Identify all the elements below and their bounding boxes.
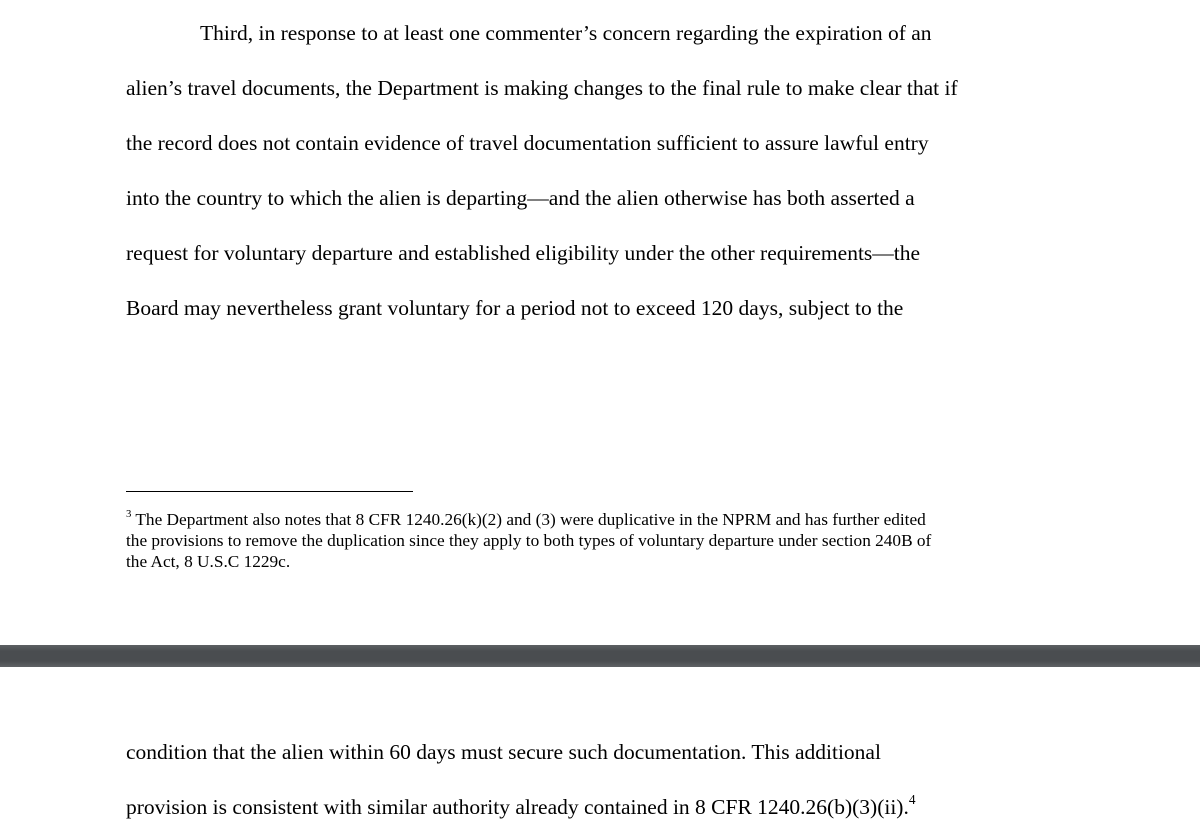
body-text-line: condition that the alien within 60 days must secure such documentation. This additional xyxy=(126,740,881,764)
body-text: provision is consistent with similar authority already contained in 8 CFR 1240.26(b)(3)(ii). xyxy=(126,795,909,819)
body-text-line: Board may nevertheless grant voluntary for a period not to exceed 120 days, subject to the xyxy=(126,296,904,320)
body-text-line: alien’s travel documents, the Department is making changes to the final rule to make clear that if xyxy=(126,76,958,100)
footnote-separator xyxy=(126,491,413,492)
body-text-line-with-ref xyxy=(126,793,916,821)
footnote-text: The Department also notes that 8 CFR 1240.26(k)(2) and (3) were duplicative in the NPRM and has further edited xyxy=(135,510,926,529)
body-text-line: into the country to which the alien is departing—and the alien otherwise has both asserted a xyxy=(126,186,915,210)
body-text-line: the record does not contain evidence of travel documentation sufficient to assure lawful entry xyxy=(126,131,929,155)
page-break-gap xyxy=(0,645,1200,667)
footnote-3 xyxy=(126,509,1066,572)
footnote-marker: 3 xyxy=(126,507,132,520)
footnote-line: the provisions to remove the duplication since they apply to both types of voluntary departure under section 240B of xyxy=(126,531,932,550)
footnote-line: the Act, 8 U.S.C 1229c. xyxy=(126,552,291,571)
body-text-line: Third, in response to at least one commenter’s concern regarding the expiration of an xyxy=(200,21,932,45)
footnote-reference[interactable]: 4 xyxy=(908,791,916,807)
body-text-line: request for voluntary departure and established eligibility under the other requirements—the xyxy=(126,241,921,265)
footnote-line xyxy=(126,509,1066,530)
document-page-lower xyxy=(0,667,1200,833)
